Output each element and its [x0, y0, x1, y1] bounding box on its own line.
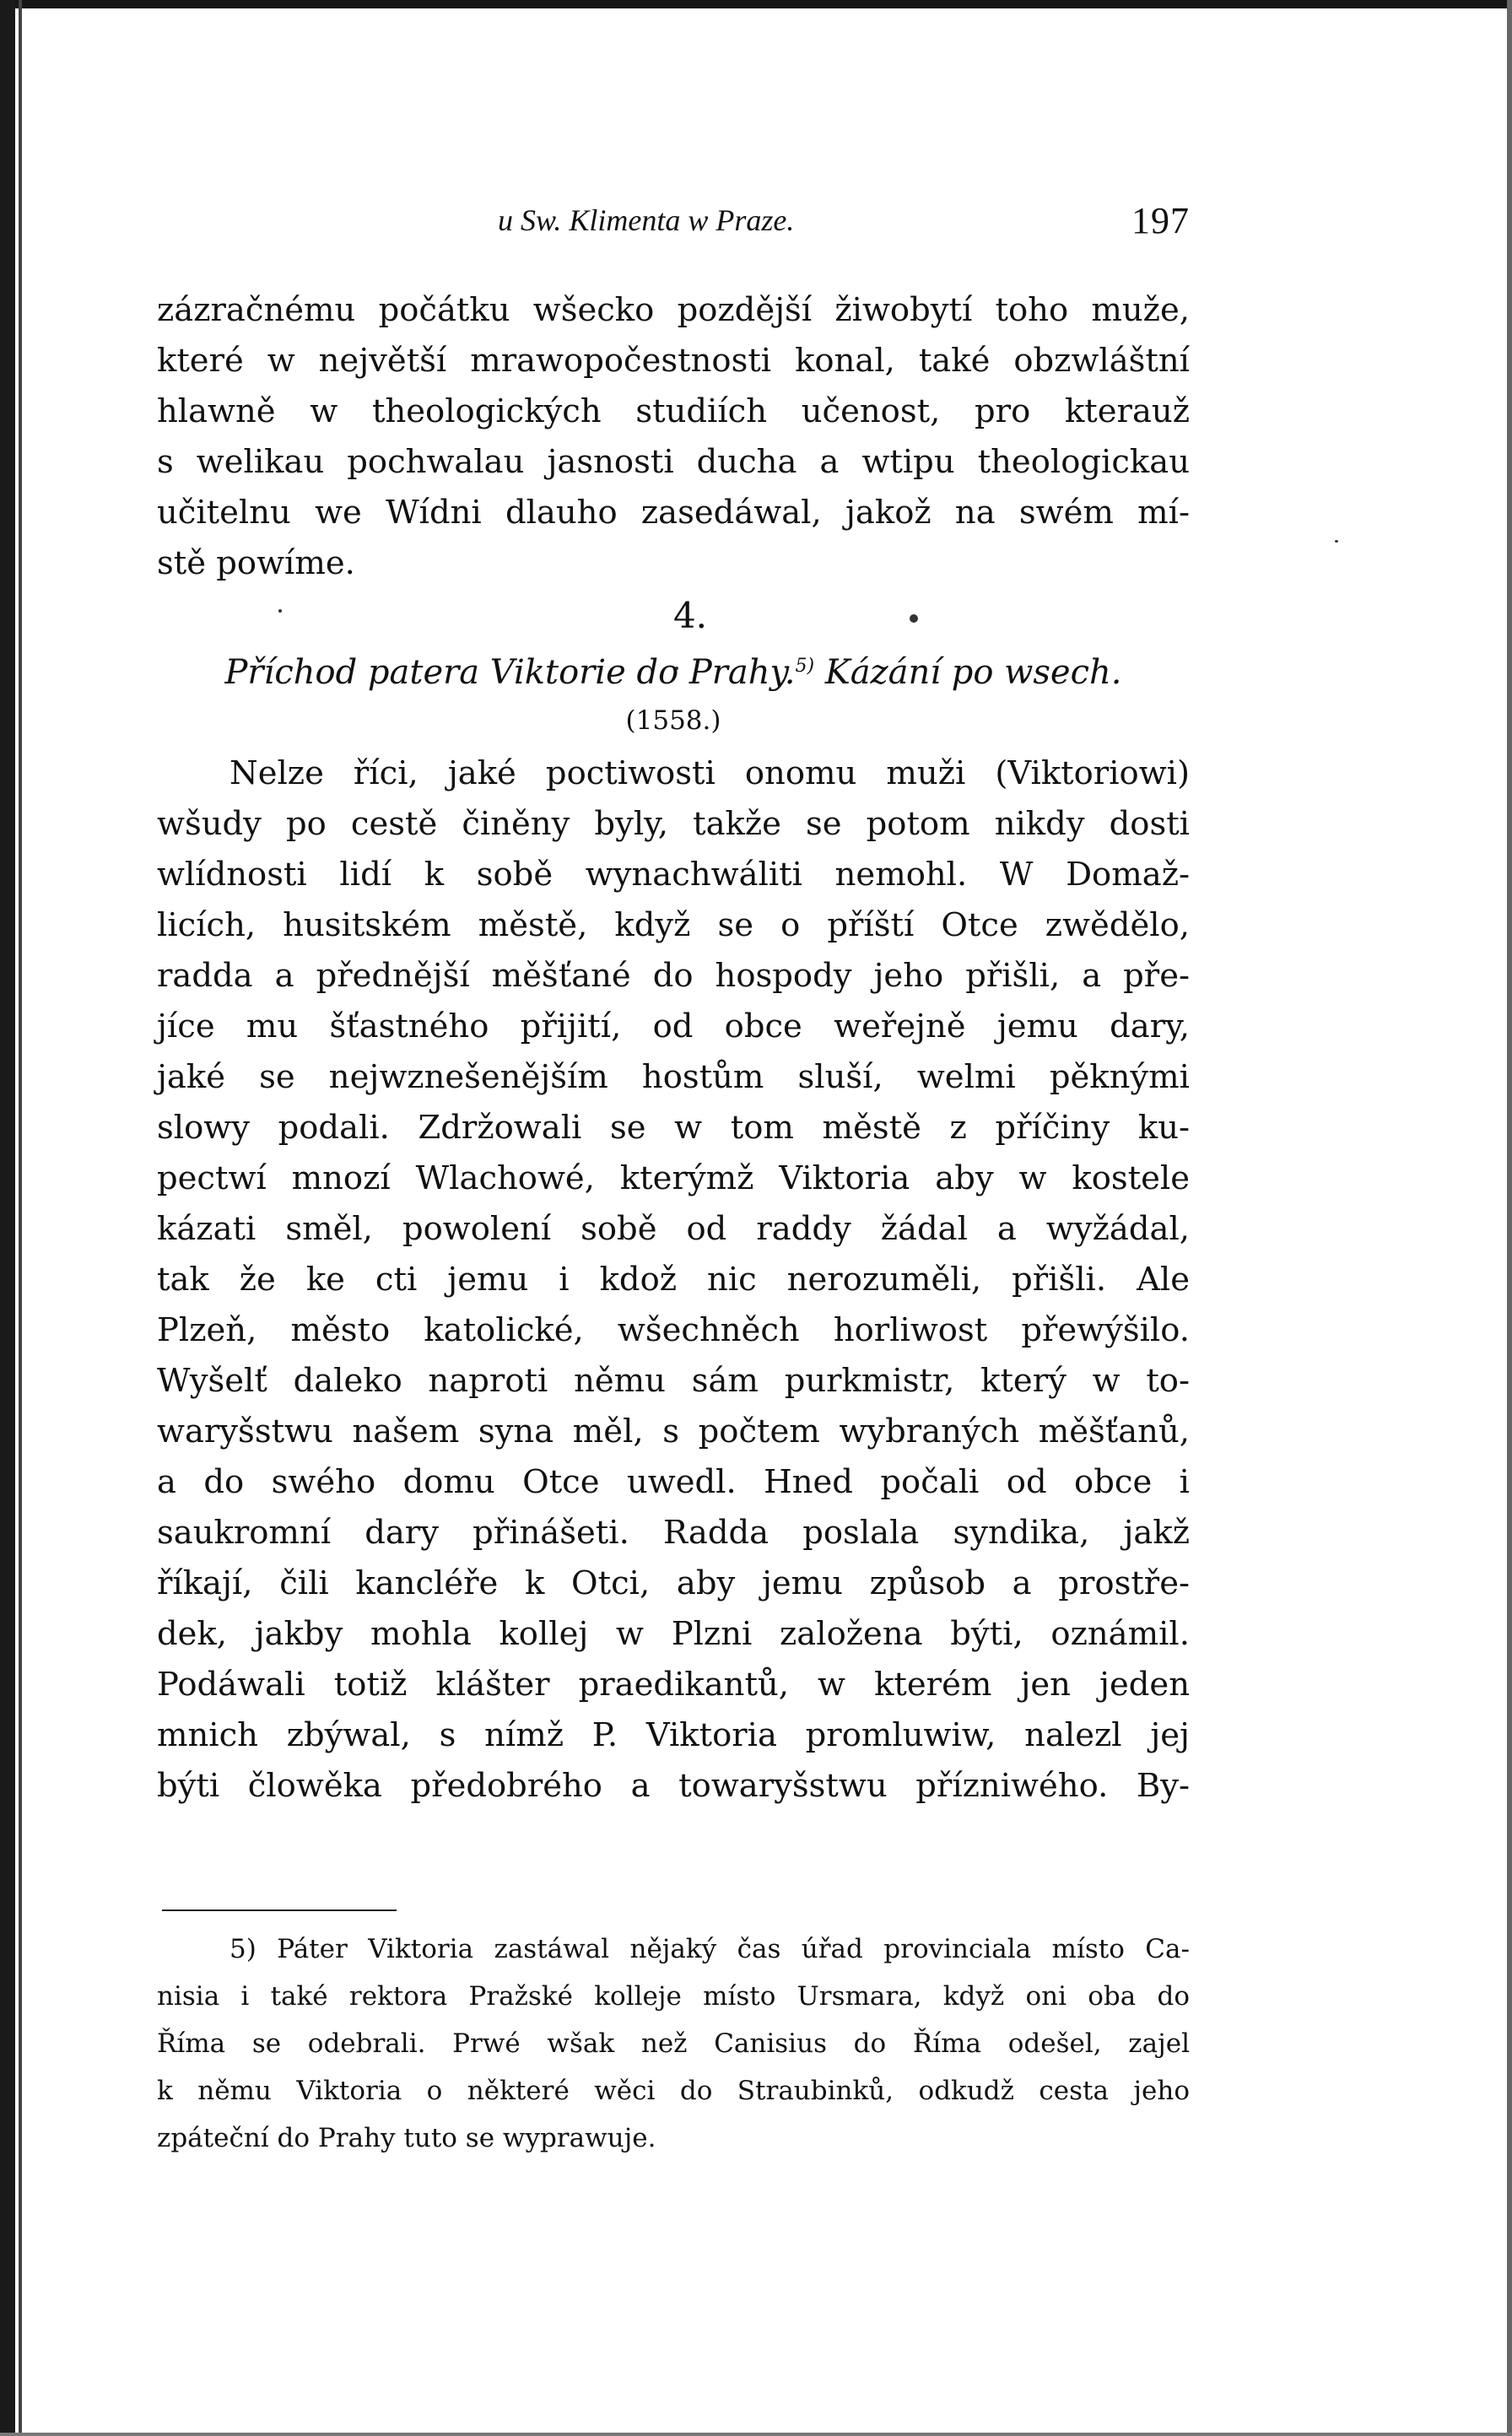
- scan-edge-top: [0, 0, 1512, 8]
- scan-edge-bottom: [0, 2433, 1512, 2436]
- text-line: zázračnému počátku wšecko pozdější žiwobytí toho muže,: [157, 291, 1190, 329]
- text-line: pectwí mnozí Wlachowé, kterýmž Viktoria aby w kostele: [157, 1159, 1190, 1197]
- text-line: učitelnu we Wídni dlauho zasedáwal, jakož na swém mí-: [157, 494, 1190, 532]
- footnote: [157, 1926, 1190, 2162]
- footnote-line: k němu Viktoria o některé wěci do Straubinků, odkudž cesta jeho: [157, 2076, 1190, 2106]
- paragraph-1: [157, 285, 1190, 589]
- text-line: Nelze říci, jaké poctiwosti onomu muži (Viktoriowi): [230, 754, 1190, 792]
- section-title-main: Příchod patera Viktorie do Prahy.: [224, 653, 796, 692]
- text-line: mnich zbýwal, s nímž P. Viktoria promluwiw, nalezl jej: [157, 1716, 1190, 1754]
- text-line: saukromní dary přinášeti. Radda poslala syndika, jakž: [157, 1514, 1190, 1552]
- text-line: říkají, čili kancléře k Otci, aby jemu způsob a prostře-: [157, 1564, 1190, 1602]
- text-line: býti člowěka předobrého a towaryšstwu přízniwého. By-: [157, 1767, 1190, 1805]
- text-line: kázati směl, powolení sobě od raddy žádal a wyžádal,: [157, 1210, 1190, 1248]
- footnote-ref: 5): [795, 656, 815, 677]
- footnote-line: Říma se odebrali. Prwé wšak než Canisius do Říma odešel, zajel: [157, 2028, 1190, 2059]
- text-line: radda a přednější měšťané do hospody jeho přišli, a pře-: [157, 957, 1190, 995]
- footnote-line: nisia i také rektora Pražské kolleje místo Ursmara, když oni oba do: [157, 1981, 1190, 2012]
- text-line: slowy podali. Zdržowali se w tom městě z příčiny ku-: [157, 1109, 1190, 1147]
- section-number: 4.: [672, 595, 708, 636]
- text-line: které w největší mrawopočestnosti konal, také obzwláštní: [157, 342, 1190, 380]
- text-line: a do swého domu Otce uwedl. Hned počali od obce i: [157, 1463, 1190, 1501]
- scan-edge-left-inner: [19, 0, 22, 2436]
- text-line: jíce mu šťastného přijití, od obce weřejně jemu dary,: [157, 1007, 1190, 1045]
- text-line: stě powíme.: [157, 544, 355, 582]
- footnote-rule: [162, 1909, 397, 1911]
- section-year: (1558.): [625, 705, 721, 736]
- text-line: tak že ke cti jemu i kdož nic nerozuměli, přišli. Ale: [157, 1261, 1190, 1299]
- running-title: u Sw. Klimenta w Praze.: [498, 203, 795, 237]
- section-title-rest: Kázání po wsech.: [824, 653, 1122, 692]
- page-header: [160, 200, 1190, 245]
- text-line: jaké se nejwznešenějším hostům sluší, welmi pěknými: [157, 1058, 1190, 1096]
- text-line: wlídnosti lidí k sobě wynachwáliti nemohl. W Domaž-: [157, 856, 1190, 894]
- text-line: licích, husitském městě, když se o příští Otce zwědělo,: [157, 906, 1190, 944]
- text-line: dek, jakby mohla kollej w Plzni založena býti, oznámil.: [157, 1615, 1190, 1653]
- footnote-line: zpáteční do Prahy tuto se wyprawuje.: [157, 2123, 656, 2153]
- text-line: waryšstwu našem syna měl, s počtem wybraných měšťanů,: [157, 1412, 1190, 1450]
- text-line: s welikau pochwalau jasnosti ducha a wtipu theologickau: [157, 443, 1190, 481]
- section-title: [157, 641, 1190, 698]
- body-text: [157, 285, 1190, 1812]
- text-line: Podáwali totiž klášter praedikantů, w kterém jen jeden: [157, 1666, 1190, 1704]
- paragraph-2: [157, 748, 1190, 1812]
- text-line: hlawně w theologických studiích učenost, pro kterauž: [157, 392, 1190, 430]
- footnote-line: 5) Páter Viktoria zastáwal nějaký čas úřad provinciala místo Ca-: [230, 1934, 1190, 1964]
- text-line: wšudy po cestě činěny byly, takže se potom nikdy dosti: [157, 805, 1190, 843]
- page-number: 197: [1131, 200, 1190, 241]
- scan-edge-right: [1507, 0, 1512, 2436]
- text-line: Wyšelť daleko naproti němu sám purkmistr, který w to-: [157, 1362, 1190, 1400]
- scan-edge-left: [0, 0, 15, 2436]
- text-line: Plzeň, město katolické, wšechněch horliwost přewýšilo.: [157, 1311, 1190, 1349]
